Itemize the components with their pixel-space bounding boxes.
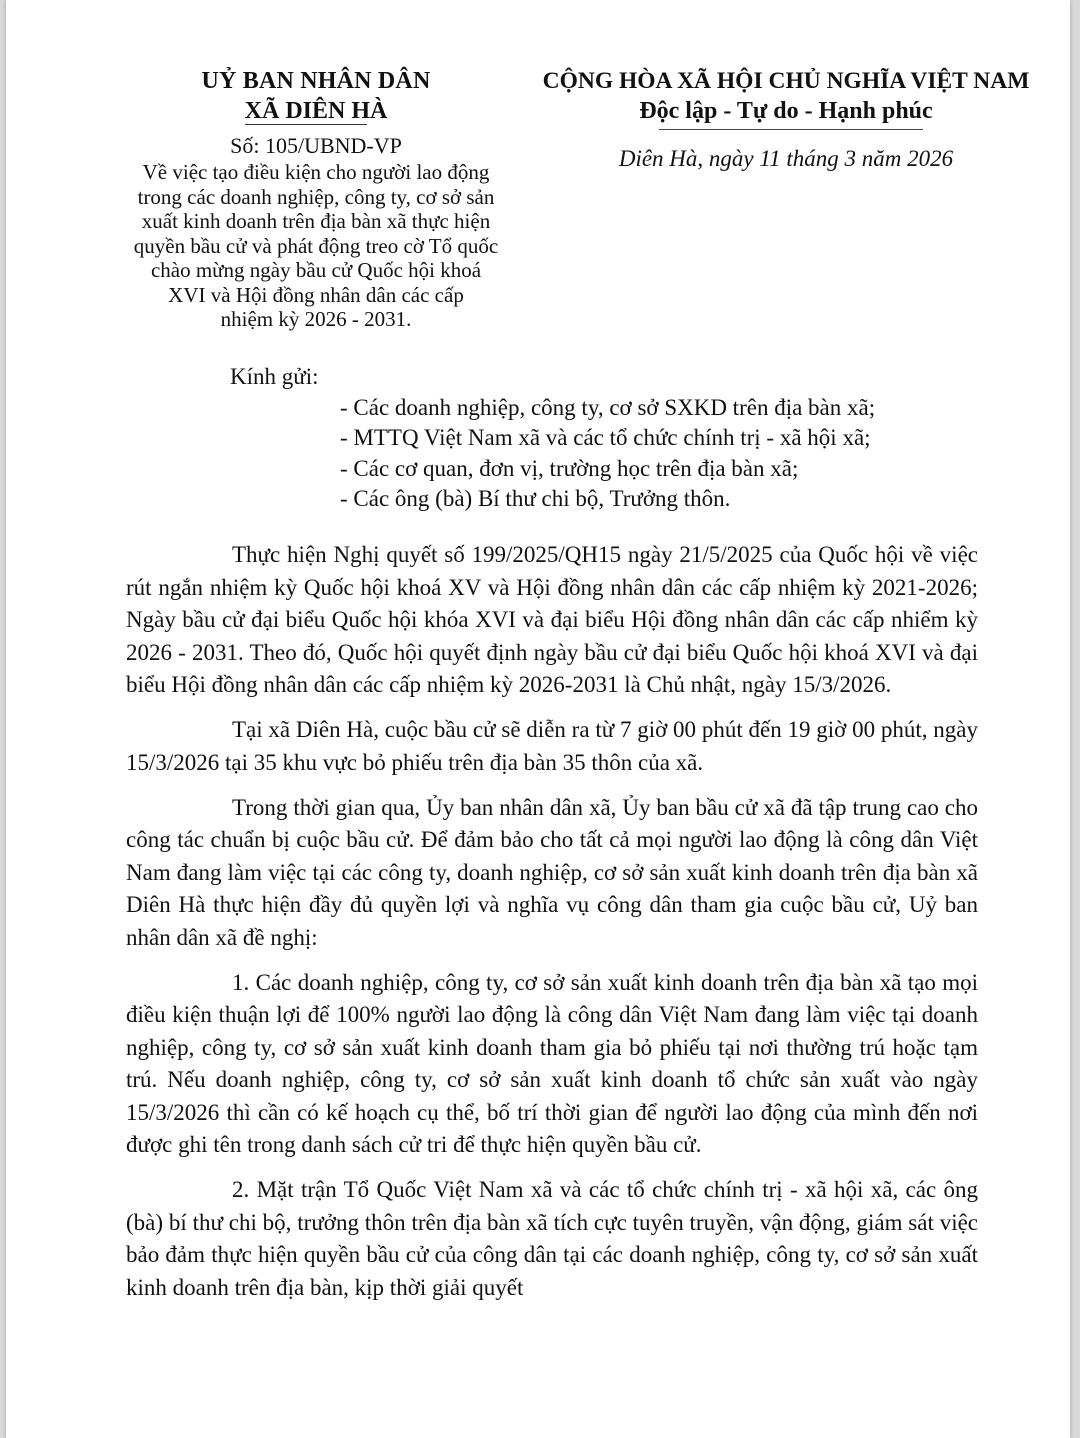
document-body [126, 539, 978, 1317]
body-paragraph: 1. Các doanh nghiệp, công ty, cơ sở sản xuất kinh doanh trên địa bàn xã tạo mọi điều kiện thuận lợi để 100% người lao động là công dân Việt Nam đang làm việc tại doanh nghiệp, công ty, cơ sở sản xuất kinh doanh tham gia bỏ phiếu tại nơi thường trú hoặc tạm trú. Nếu doanh nghiệp, công ty, cơ sở sản xuất kinh doanh tổ chức sản xuất vào ngày 15/3/2026 thì cần có kế hoạch cụ thể, bố trí thời gian để người lao động của mình đến nơi được ghi tên trong danh sách cử tri để thực hiện quyền bầu cử. [126, 969, 978, 1157]
org-name [245, 96, 388, 126]
subject-line: XVI và Hội đồng nhân dân các cấp [168, 282, 464, 307]
recipient-item: - MTTQ Việt Nam xã và các tổ chức chính trị - xã hội xã; [340, 425, 871, 450]
national-motto [639, 96, 932, 130]
subject-line: chào mừng ngày bầu cử Quốc hội khoá [150, 258, 482, 282]
document-page [6, 0, 1070, 1438]
recipient-item: - Các doanh nghiệp, công ty, cơ sở SXKD trên địa bàn xã; [340, 394, 876, 420]
recipients-list [230, 393, 990, 515]
subject-line: nhiệm kỳ 2026 - 2031. [220, 307, 412, 331]
body-paragraph: Trong thời gian qua, Ủy ban nhân dân xã, Ủy ban bầu cử xã đã tập trung cao cho công tác chuẩn bị cuộc bầu cử. Để đảm bảo cho tất cả mọi người lao động là công dân Việt Nam đang làm việc tại các công ty, doanh nghiệp, cơ sở sản xuất kinh doanh trên địa bàn xã Diên Hà thực hiện đầy đủ quyền lợi và nghĩa vụ công dân tham gia cuộc bầu cử, Uỷ ban nhân dân xã đề nghị: [126, 794, 978, 950]
subject-line: Về việc tạo điều kiện cho người lao động [142, 160, 490, 184]
body-paragraph: Thực hiện Nghị quyết số 199/2025/QH15 ngày 21/5/2025 của Quốc hội về việc rút ngắn nhiệm kỳ Quốc hội khoá XV và Hội đồng nhân dân các cấp nhiệm kỳ 2021-2026; Ngày bầu cử đại biểu Quốc hội khóa XVI và đại biểu Hội đồng nhân dân các cấp nhiểm kỳ 2026 - 2031. Theo đó, Quốc hội quyết định ngày bầu cử đại biểu Quốc hội khoá XVI và đại biểu Hội đồng nhân dân các cấp nhiệm kỳ 2026-2031 là Chủ nhật, ngày 15/3/2026. [126, 542, 978, 697]
document-number: Số: 105/UBND-VP [230, 133, 402, 158]
nation-title: CỘNG HÒA XÃ HỘI CHỦ NGHĨA VIỆT NAM [542, 68, 1030, 94]
body-paragraph: 2. Mặt trận Tổ Quốc Việt Nam xã và các tổ chức chính trị - xã hội xã, các ông (bà) bí thư chi bộ, trưởng thôn trên địa bàn xã tích cực tuyên truyền, vận động, giám sát việc bảo đảm thực hiện quyền bầu cử của công dân tại các doanh nghiệp, công ty, cơ sở sản xuất kinh doanh trên địa bàn, kịp thời giải quyết [126, 1177, 978, 1300]
org-name-underline [245, 124, 368, 126]
subject-line: quyền bầu cử và phát động treo cờ Tổ quốc [133, 233, 499, 258]
national-header-block [526, 66, 1046, 174]
motto-underline [659, 129, 922, 131]
subject-line: xuất kinh doanh trên địa bàn xã thực hiện [141, 209, 491, 233]
document-subject [121, 160, 511, 332]
org-name-text: XÃ DIÊN HÀ [244, 98, 388, 124]
motto-text: Độc lập - Tự do - Hạnh phúc [639, 98, 933, 124]
subject-line: trong các doanh nghiệp, công ty, cơ sở sản [137, 184, 495, 209]
issuing-authority-block [96, 66, 536, 332]
recipient-item: - Các ông (bà) Bí thư chi bộ, Trưởng thôn. [340, 486, 731, 511]
body-paragraph: Tại xã Diên Hà, cuộc bầu cử sẽ diễn ra từ 7 giờ 00 phút đến 19 giờ 00 phút, ngày 15/3/2026 tại 35 khu vực bỏ phiếu trên địa bàn 35 thôn của xã. [126, 717, 978, 775]
recipients-block [230, 362, 990, 515]
recipient-item: - Các cơ quan, đơn vị, trường học trên địa bàn xã; [340, 455, 799, 481]
recipients-label: Kính gửi: [230, 364, 319, 389]
place-and-date: Diên Hà, ngày 11 tháng 3 năm 2026 [618, 146, 954, 171]
org-parent: UỶ BAN NHÂN DÂN [201, 68, 431, 94]
